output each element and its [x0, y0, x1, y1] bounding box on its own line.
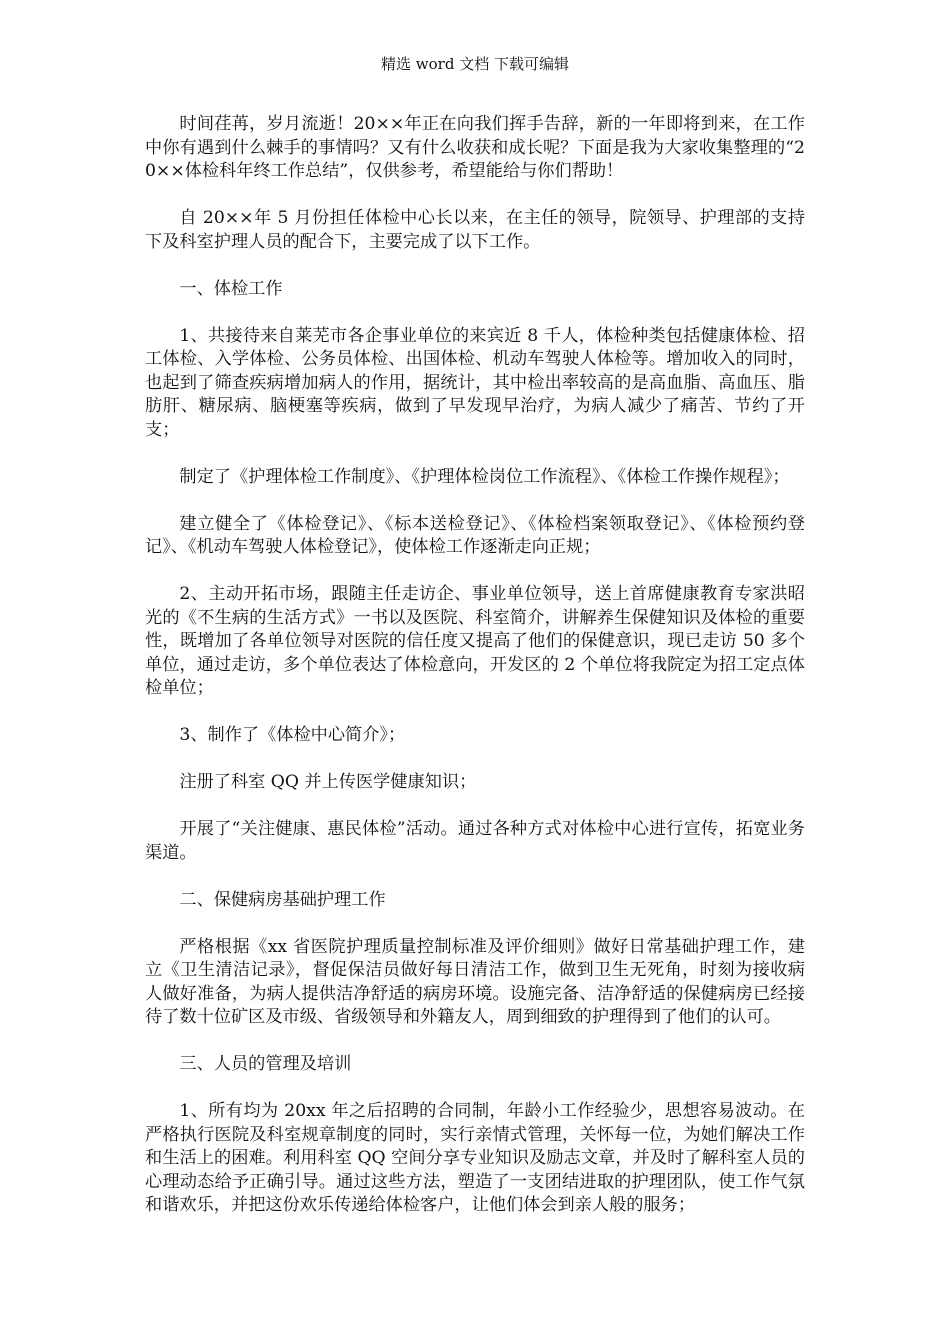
section-heading-physical-exam: 一、体检工作	[179, 278, 283, 299]
paragraph-item-1: 1、共接待来自莱芜市各企事业单位的来宾近 8 千人，体检种类包括健康体检、招工体检、入学体检、公务员体检、出国体检、机动车驾驶人体检等。增加收入的同时，也起到了筛查疾病增加病人的作用，据统计，其中检出率较高的是高血脂、高血压、脂肪肝、糖尿病、脑梗塞等疾病，做到了早发现早治疗，为病人减少了痛苦、节约了开支；	[145, 325, 805, 440]
paragraph-ward-care: 严格根据《xx 省医院护理质量控制标准及评价细则》做好日常基础护理工作，建立《卫生清洁记录》，督促保洁员做好每日清洁工作，做到卫生无死角，时刻为接收病人做好准备，为病人提供洁净舒适的病房环境。设施完备、洁净舒适的保健病房已经接待了数十位矿区及市级、省级领导和外籍友人，周到细致的护理得到了他们的认可。	[145, 936, 805, 1027]
paragraph-item-2: 2、主动开拓市场，跟随主任走访企、事业单位领导，送上首席健康教育专家洪昭光的《不生病的生活方式》一书以及医院、科室简介，讲解养生保健知识及体检的重要性，既增加了各单位领导对医院的信任度又提高了他们的保健意识，现已走访 50 多个单位，通过走访，多个单位表达了体检意向，开发区的 2 个单位将我院定为招工定点体检单位；	[145, 584, 805, 698]
section-heading-ward-care: 二、保健病房基础护理工作	[179, 889, 386, 910]
paragraph-registers: 建立健全了《体检登记》、《标本送检登记》、《体检档案领取登记》、《体检预约登记》、《机动车驾驶人体检登记》，使体检工作逐渐走向正规；	[145, 513, 805, 557]
paragraph-intro: 时间荏苒，岁月流逝！20××年正在向我们挥手告辞，新的一年即将到来，在工作中你有遇到什么棘手的事情吗？又有什么收获和成长呢？下面是我为大家收集整理的“20××体检科年终工作总结”，仅供参考，希望能给与你们帮助！	[145, 114, 805, 181]
paragraph-item-3: 3、制作了《体检中心简介》；	[179, 725, 406, 745]
paragraph-qq: 注册了科室 QQ 并上传医学健康知识；	[179, 772, 477, 792]
paragraph-regulations: 制定了《护理体检工作制度》、《护理体检岗位工作流程》、《体检工作操作规程》；	[179, 466, 790, 487]
paragraph-campaign: 开展了“关注健康、惠民体检”活动。通过各种方式对体检中心进行宣传，拓宽业务渠道。	[145, 819, 805, 863]
section-heading-staff: 三、人员的管理及培训	[179, 1054, 352, 1074]
paragraph-overview: 自 20××年 5 月份担任体检中心长以来，在主任的领导，院领导、护理部的支持下及科室护理人员的配合下，主要完成了以下工作。	[145, 208, 805, 252]
paragraph-staff-1: 1、所有均为 20xx 年之后招聘的合同制，年龄小工作经验少，思想容易波动。在严格执行医院及科室规章制度的同时，实行亲情式管理，关怀每一位，为她们解决工作和生活上的困难。利用科室 QQ 空间分享专业知识及励志文章，并及时了解科室人员的心理动态给予正确引导。通过这些方法，塑造了一支团结进取的护理团队，使工作气氛和谐欢乐，并把这份欢乐传递给体检客户，让他们体会到亲人般的服务；	[145, 1101, 805, 1215]
page-header: 精选 word 文档 下载可编辑	[381, 55, 569, 73]
document-body	[145, 113, 805, 1241]
